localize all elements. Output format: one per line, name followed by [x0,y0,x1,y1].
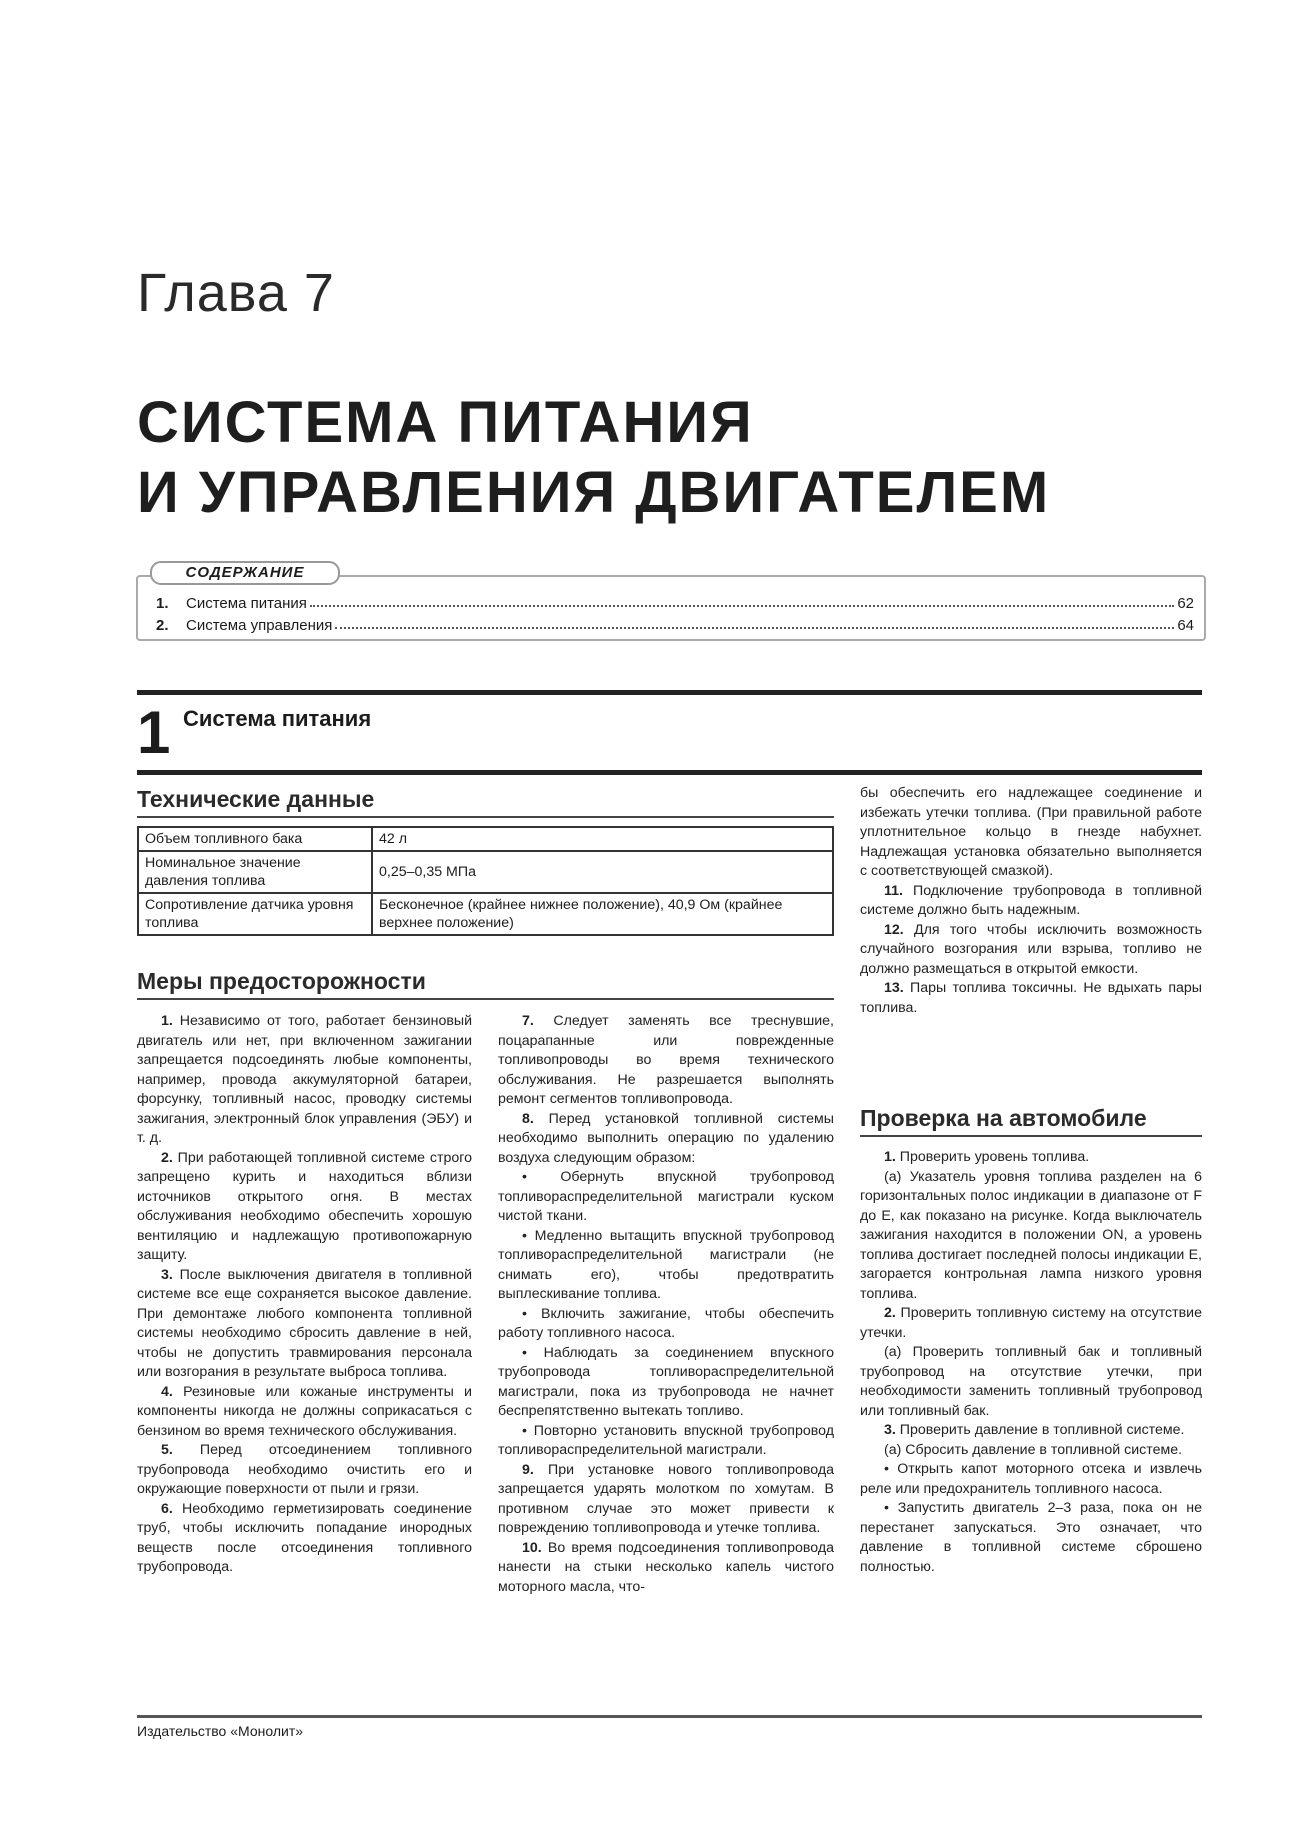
page-title [137,388,1257,528]
continuation-text: бы обеспечить его надлежащее соединение и избежать утечки топлива. (При правильной работе уплотнительное кольцо в гнезде набухнет. Надлежащая установка обязательно выполняется с соответствующей смазкой). [860,785,1202,879]
substep-item: (a) Указатель уровня топлива разделен на 6 горизонтальных полос индикации в диапазоне от F до E, как показано на рисунке. Когда выключатель зажигания находится в положении ON, а уровень топлива достигает последней полосы индикации E, загорается контрольная лампа низкого уровня топлива. [860,1168,1202,1302]
toc-item-page: 64 [1177,617,1194,634]
item-text: После выключения двигателя в топливной системе все еще сохраняется высокое давление. При демонтаже любого компонента топливной системы необходимо сбросить давление в ней, чтобы не допустить травмирования персонала или возгорания в результате выброса топлива. [137,1266,472,1380]
item-number: 5. [161,1442,173,1458]
precautions-rule [137,998,834,1000]
toc-label: СОДЕРЖАНИЕ [150,561,340,585]
bullet-item: • Наблюдать за соединением впускного трубопровода топливораспределительной магистрали, пока из трубопровода не начнет беспрепятственно вытекать топливо. [498,1344,834,1419]
vehicle-check-rule [860,1135,1202,1137]
item-number: 10. [522,1539,542,1556]
title-line-2: И УПРАВЛЕНИЯ ДВИГАТЕЛЕМ [137,460,1051,525]
item-text: Резиновые или кожаные инструменты и компоненты никогда не должны соприкасаться с бензином во время технического обслуживания. [137,1383,472,1439]
item-text: Для того чтобы исключить возможность случайного возгорания или взрыва, топливо не должно размещаться в открытой емкости. [860,921,1202,977]
item-text: Пары топлива токсичны. Не вдыхать пары топлива. [860,980,1202,1016]
toc-item[interactable] [156,592,1194,612]
item-text: Независимо от того, работает бензиновый двигатель или нет, при включенном зажигании запрещается подсоединять любые компоненты, например, провода аккумуляторной батареи, форсунку, топливный насос, проводку системы зажигания, электронный блок управления (ЭБУ) и т. д. [137,1013,472,1146]
item-number: 13. [884,980,904,996]
toc-dot-leader [310,605,1174,607]
item-number: 7. [522,1013,534,1029]
bullet-item: • Включить зажигание, чтобы обеспечить работу топливного насоса. [498,1305,834,1341]
list-item [137,1500,472,1578]
table-of-contents [136,564,1206,641]
item-text: Подключение трубопровода в топливной системе должно быть надежным. [860,882,1202,918]
item-number: 1. [161,1013,173,1029]
item-number: 4. [161,1383,173,1400]
section-top-rule [137,690,1202,695]
list-item [498,1461,834,1539]
vehicle-check-column [860,1148,1202,1577]
item-text: Следует заменять все треснувшие, поцарапанные или поврежденные топливопроводы во время технического обслуживания. Не разрешается выполнять ремонт сегментов топливопровода. [498,1013,835,1107]
list-item [137,1383,472,1442]
list-item [137,1149,472,1266]
precautions-heading: Меры предосторожности [137,968,426,994]
item-text: При работающей топливной системе строго запрещено курить и находиться вблизи источников открытого огня. В местах обслуживания необходимо обеспечить хорошую вентиляцию и надлежащую противопожарную защиту. [137,1149,472,1263]
section-title: Система питания [183,706,372,731]
substep-item: (a) Проверить топливный бак и топливный трубопровод на отсутствие утечки, при необходимости заменить топливный трубопровод или топливный бак. [860,1344,1202,1419]
substep-item: (a) Сбросить давление в топливной системе. [884,1441,1183,1458]
step-item [860,1148,1202,1168]
bullet-item: • Открыть капот моторного отсека и извлечь реле или предохранитель топливного насоса. [860,1461,1202,1497]
toc-item-number: 1. [156,595,169,612]
table-cell-param: Номинальное значение давления топлива [138,851,372,893]
item-text: Перед установкой топливной системы необходимо выполнить операцию по удалению воздуха следующим образом: [498,1110,834,1166]
title-line-1: СИСТЕМА ПИТАНИЯ [137,390,754,455]
toc-item-page: 62 [1177,595,1194,612]
step-number: 2. [884,1305,896,1321]
item-number: 8. [522,1110,534,1127]
table-cell-param: Сопротивление датчика уровня топлива [138,893,372,935]
step-item [860,1421,1202,1441]
table-row [138,893,833,935]
item-text: Во время подсоединения топливопровода нанести на стыки несколько капель чистого моторного масла, что- [498,1539,834,1595]
item-number: 6. [161,1500,173,1517]
publisher-footer: Издательство «Монолит» [137,1723,304,1739]
tech-data-heading: Технические данные [137,786,375,812]
precautions-column-1 [137,1012,472,1578]
step-item [860,1304,1202,1343]
table-cell-value: Бесконечное (крайнее нижнее положение), 40,9 Ом (крайнее верхнее положение) [372,893,833,935]
list-item [860,979,1202,1018]
section-bottom-rule [137,770,1202,775]
bullet-item: • Запустить двигатель 2–3 раза, пока он не перестанет запускаться. Это означает, что давление в топливной системе сброшено полностью. [860,1500,1202,1575]
toc-item-text: Система питания [186,595,307,612]
item-number: 9. [522,1461,534,1478]
toc-item[interactable] [156,614,1194,634]
item-number: 2. [161,1149,173,1166]
list-item [498,1539,834,1598]
toc-item-number: 2. [156,617,169,634]
table-row [138,851,833,893]
list-item [498,1110,834,1169]
table-cell-param: Объем топливного бака [138,827,372,851]
item-number: 3. [161,1266,173,1283]
item-text: Перед отсоединением топливного трубопровода необходимо очистить его и окружающие поверхности от пыли и грязи. [137,1442,472,1497]
table-cell-value: 42 л [372,827,833,851]
list-item [137,1266,472,1383]
vehicle-check-heading: Проверка на автомобиле [860,1105,1147,1131]
step-number: 3. [884,1422,896,1438]
table-row [138,827,833,851]
step-number: 1. [884,1149,896,1165]
table-cell-value: 0,25–0,35 МПа [372,851,833,893]
toc-item-text: Система управления [186,617,333,634]
bullet-item: • Повторно установить впускной трубопровод топливораспределительной магистрали. [498,1422,834,1458]
list-item [860,921,1202,980]
footer-rule [137,1715,1202,1718]
step-text: Проверить давление в топливной системе. [899,1422,1185,1438]
precautions-column-2 [498,1012,834,1597]
bullet-item: • Медленно вытащить впускной трубопровод топливораспределительной магистрали (не снимать его), чтобы предотвратить выплескивание топлива. [498,1227,834,1302]
chapter-label: Глава 7 [137,263,335,323]
item-number: 12. [884,921,904,938]
item-number: 11. [884,882,903,899]
tech-data-rule [137,816,834,818]
bullet-item: • Обернуть впускной трубопровод топливораспределительной магистрали куском чистой ткани. [498,1169,834,1224]
section-number: 1 [137,699,171,766]
item-text: При установке нового топливопровода запрещается ударять молотком по хомутам. В противном случае это может привести к повреждению топливопровода и утечке топлива. [498,1461,834,1536]
step-text: Проверить уровень топлива. [899,1149,1090,1165]
list-item [137,1441,472,1500]
list-item [137,1012,472,1149]
toc-dot-leader [335,627,1174,629]
list-item [498,1012,834,1110]
list-item [860,882,1202,921]
step-text: Проверить топливную систему на отсутствие утечки. [860,1305,1202,1341]
tech-data-table [137,826,834,936]
precautions-column-3 [860,784,1202,1018]
item-text: Необходимо герметизировать соединение труб, чтобы исключить попадание инородных веществ после отсоединения топливного трубопровода. [137,1500,472,1575]
